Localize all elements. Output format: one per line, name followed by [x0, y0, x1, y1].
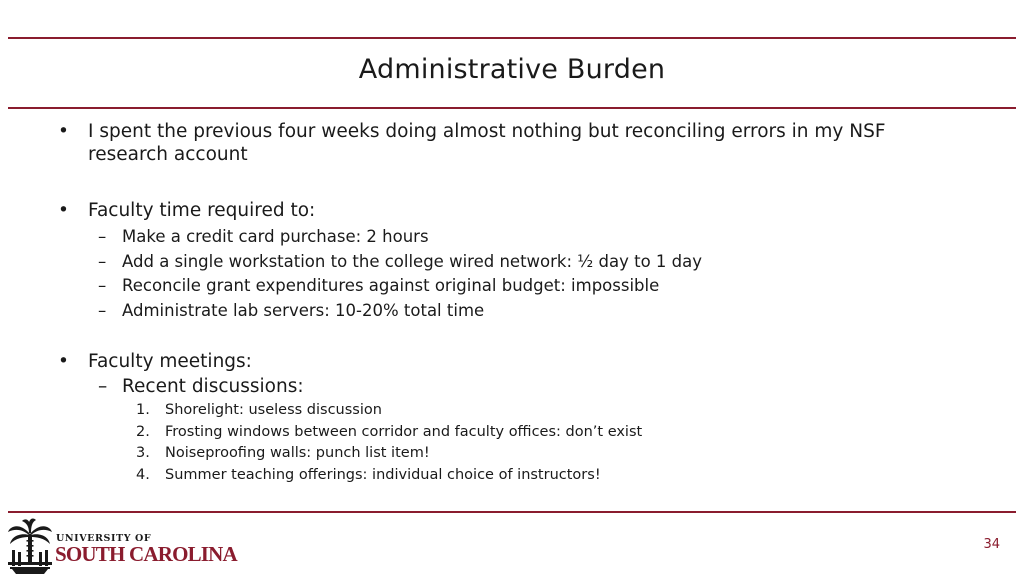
slide-title: Administrative Burden	[358, 54, 666, 85]
bullet-text: Faculty meetings:	[88, 351, 252, 372]
footer-rule	[8, 511, 1016, 513]
item-number: 2.	[136, 423, 150, 440]
bullet-list	[58, 120, 958, 486]
item-text: Frosting windows between corridor and faculty offices: don’t exist	[165, 423, 643, 440]
logo-name-text: SOUTH CAROLINA	[55, 542, 237, 566]
bullet-text: Faculty time required to:	[88, 200, 316, 221]
numbered-item	[58, 400, 958, 422]
page-number: 34	[983, 537, 1000, 552]
dash-icon: –	[98, 376, 108, 397]
bullet-item	[58, 350, 958, 373]
bullet-icon: •	[58, 121, 69, 142]
dash-icon: –	[98, 300, 107, 320]
bullet-icon: •	[58, 200, 69, 221]
sub-bullet-text: Add a single workstation to the college wired network: ½ day to 1 day	[122, 251, 702, 271]
dash-icon: –	[98, 276, 107, 295]
title-rule	[8, 107, 1016, 109]
item-text: Noiseproofing walls: punch list item!	[165, 445, 430, 461]
sub-bullet-item	[58, 299, 958, 324]
item-number: 4.	[136, 466, 150, 483]
numbered-item	[58, 422, 958, 444]
sub-bullet-item	[58, 274, 958, 299]
logo-university-text: UNIVERSITY OF	[56, 533, 152, 544]
sub-bullet-text: Administrate lab servers: 10-20% total time	[122, 300, 485, 320]
sub-bullet-text: Recent discussions:	[122, 376, 304, 397]
sub-bullet-item	[58, 225, 958, 250]
sub-bullet-text: Reconcile grant expenditures against original budget: impossible	[122, 276, 660, 295]
sub-bullet-item	[58, 250, 958, 275]
item-text: Summer teaching offerings: individual choice of instructors!	[165, 466, 601, 483]
item-number: 1.	[136, 402, 150, 418]
bullet-item	[58, 120, 958, 166]
top-rule	[8, 37, 1016, 39]
item-number: 3.	[136, 445, 150, 461]
sub-bullet-item	[58, 373, 958, 400]
dash-icon: –	[98, 227, 107, 246]
item-text: Shorelight: useless discussion	[165, 402, 382, 418]
sub-bullet-text: Make a credit card purchase: 2 hours	[122, 227, 429, 246]
dash-icon: –	[98, 251, 107, 271]
numbered-item	[58, 443, 958, 465]
bullet-text: I spent the previous four weeks doing almost nothing but reconciling errors in my NSF research account	[88, 121, 886, 165]
bullet-icon: •	[58, 351, 69, 372]
bullet-item	[58, 199, 958, 222]
numbered-item	[58, 465, 958, 487]
